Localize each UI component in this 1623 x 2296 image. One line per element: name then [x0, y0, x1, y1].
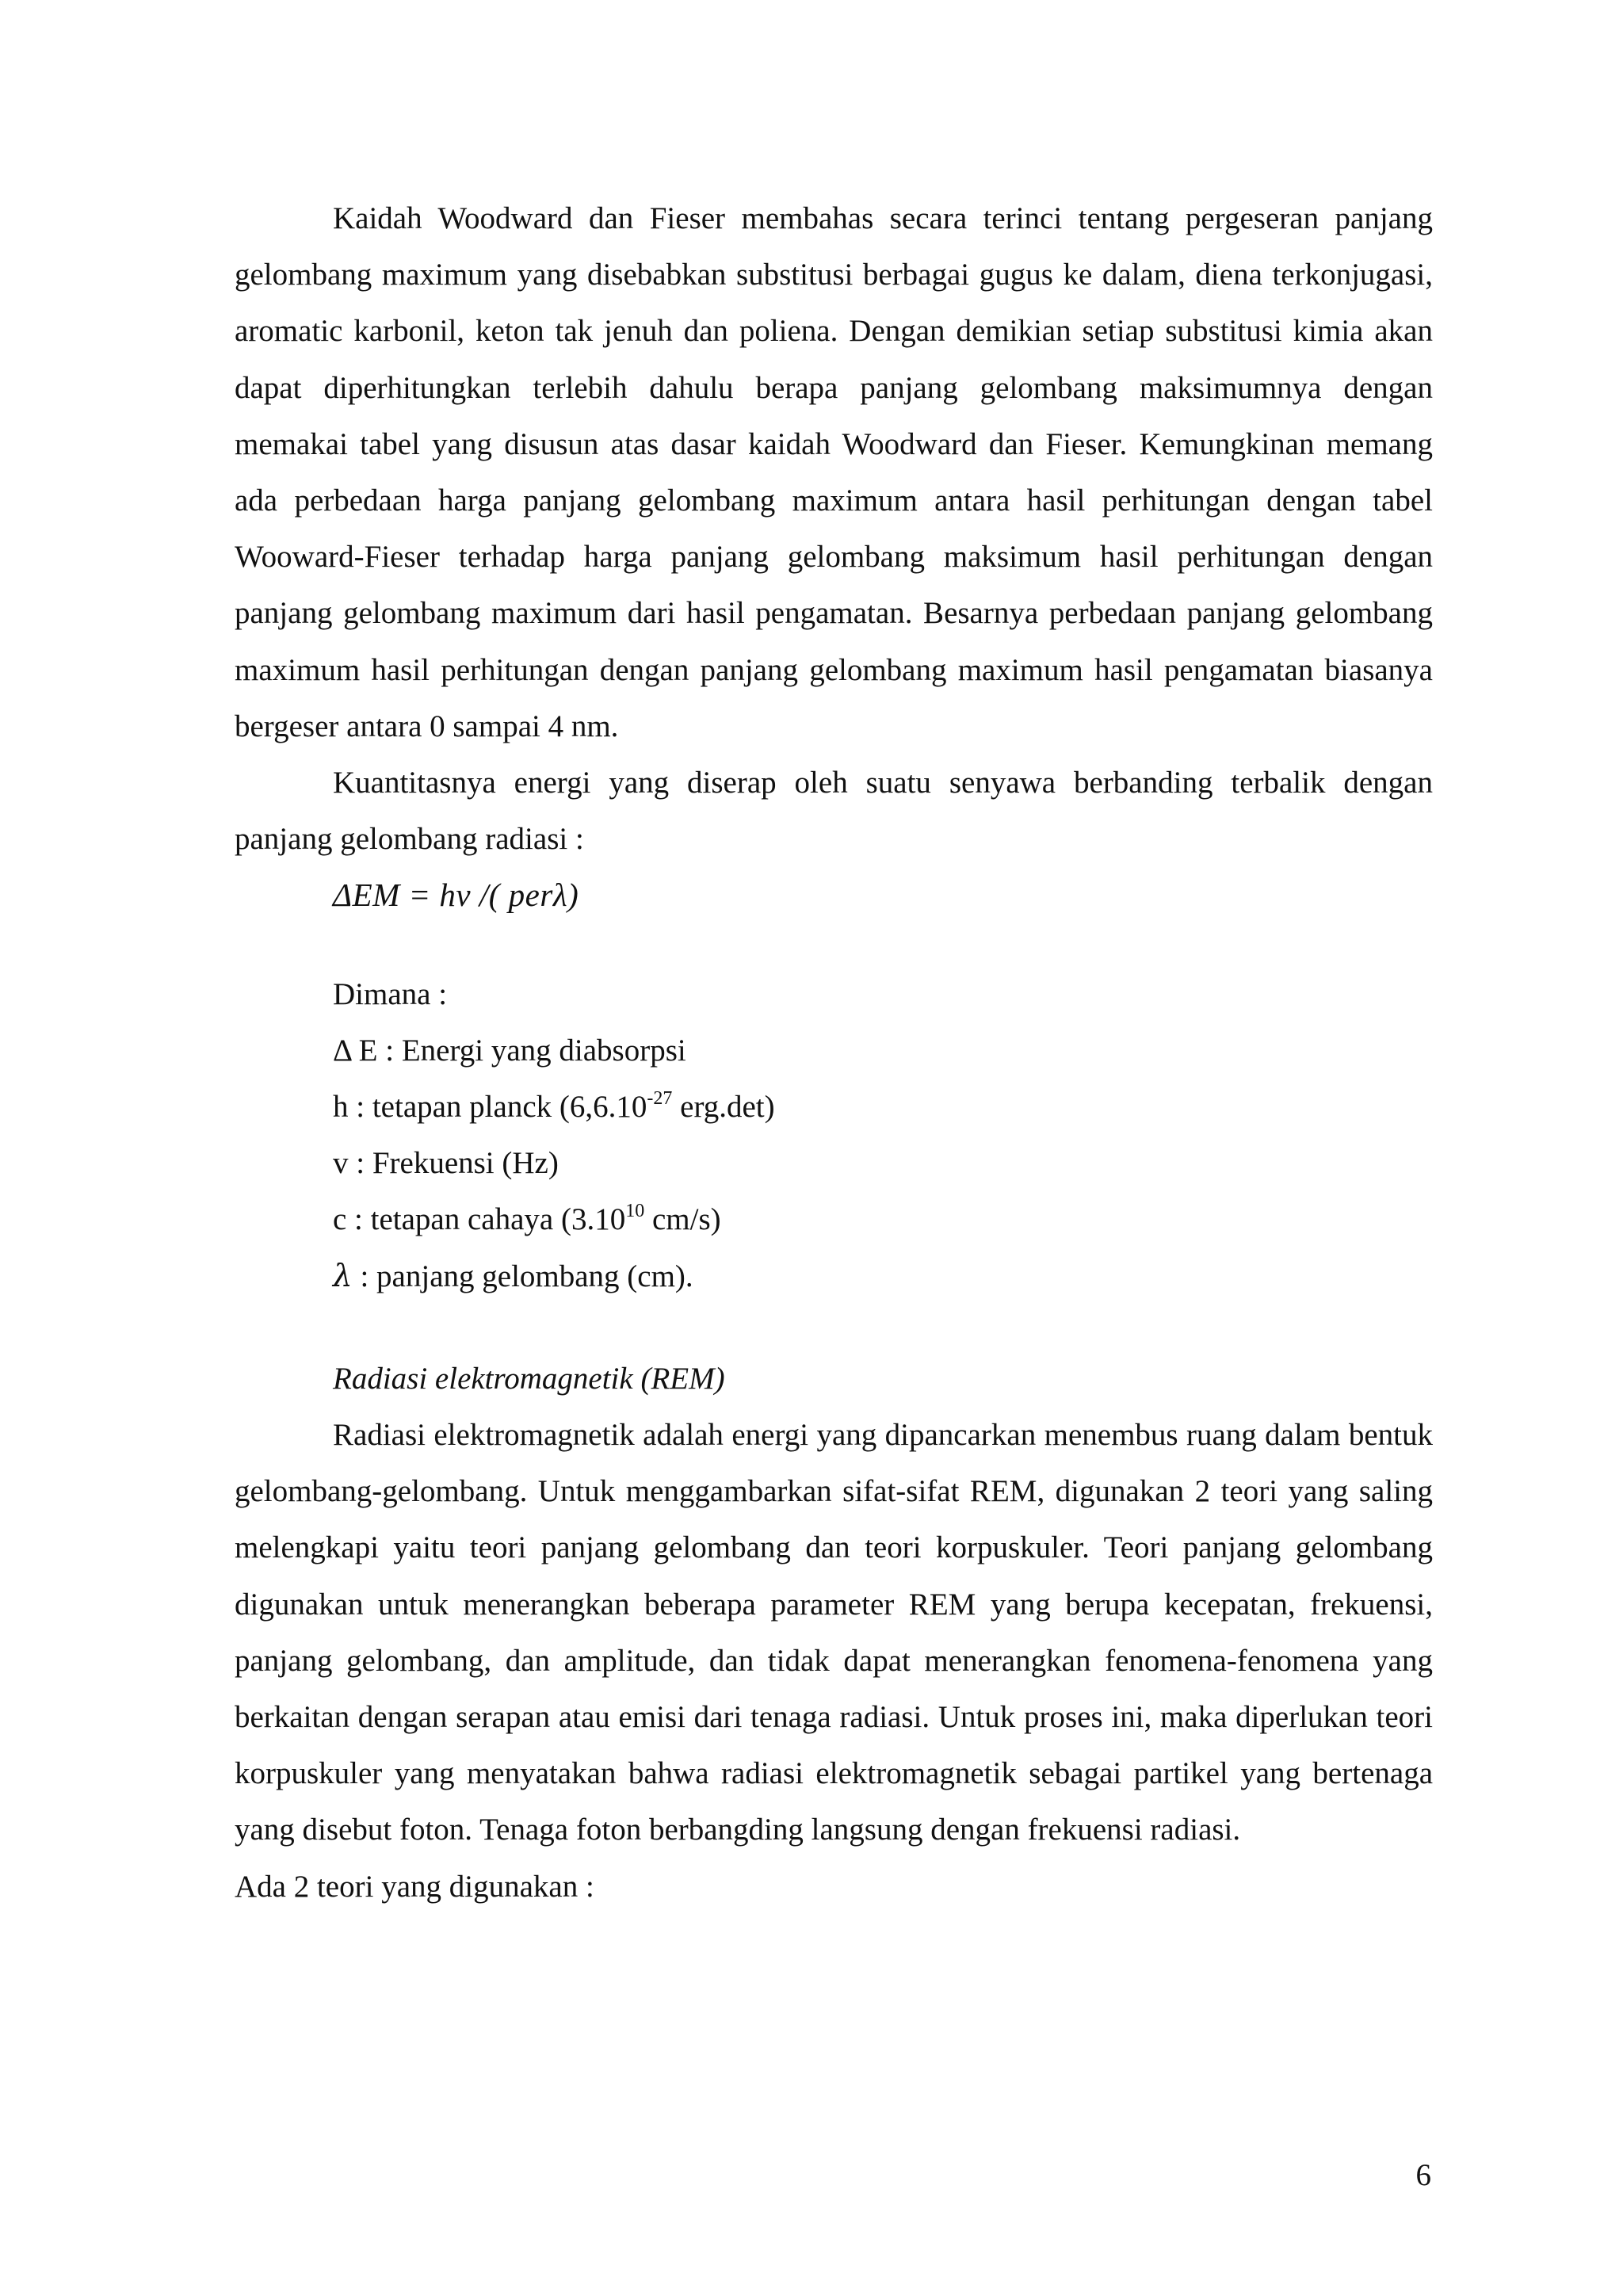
definition-delta-e: Δ E : Energi yang diabsorpsi — [333, 1033, 686, 1068]
wavelength-text: : panjang gelombang (cm). — [352, 1259, 693, 1293]
spacer — [235, 924, 1433, 966]
paragraph-rem: Radiasi elektromagnetik adalah energi yang dipancarkan menembus ruang dalam bentuk gelombang-gelombang. Untuk menggambarkan sifat-sifat REM, digunakan 2 teori yang saling melengkapi yaitu teori panjang gelombang dan teori korpuskuler. Teori panjang gelombang digunakan untuk menerangkan beberapa parameter REM yang berupa kecepatan, frekuensi, panjang gelombang, dan amplitude, dan tidak dapat menerangkan fenomena-fenomena yang berkaitan dengan serapan atau emisi dari tenaga radiasi. Untuk proses ini, maka diperlukan teori korpuskuler yang menyatakan bahwa radiasi elektromagnetik sebagai partikel yang bertenaga yang disebut foton. Tenaga foton berbangding langsung dengan frekuensi radiasi. — [235, 1418, 1433, 1847]
spacer — [235, 1305, 1433, 1350]
definition-light-speed — [235, 1191, 1433, 1247]
definition-wavelength — [235, 1248, 1433, 1305]
light-speed-exponent: 10 — [625, 1201, 645, 1222]
planck-prefix: h : tetapan planck (6,6.10 — [333, 1090, 647, 1125]
light-speed-prefix: c : tetapan cahaya (3.10 — [333, 1202, 626, 1237]
lambda-symbol: λ — [333, 1258, 353, 1294]
section-heading: Radiasi elektromagnetik (REM) — [333, 1361, 725, 1396]
definition-planck — [235, 1079, 1433, 1135]
definitions-intro: Dimana : — [333, 976, 448, 1011]
document-body — [235, 190, 1433, 1915]
planck-exponent: -27 — [647, 1088, 673, 1110]
definition-frequency: v : Frekuensi (Hz) — [333, 1146, 559, 1181]
light-speed-suffix: cm/s) — [644, 1202, 721, 1237]
planck-suffix: erg.det) — [672, 1090, 775, 1125]
paragraph-two-theories: Ada 2 teori yang digunakan : — [235, 1869, 594, 1904]
paragraph-woodward-fieser: Kaidah Woodward dan Fieser membahas secara terinci tentang pergeseran panjang gelombang maximum yang disebabkan substitusi berbagai gugus ke dalam, diena terkonjugasi, aromatic karbonil, keton tak jenuh dan poliena. Dengan demikian setiap substitusi kimia akan dapat diperhitungkan terlebih dahulu berapa panjang gelombang maksimumnya dengan memakai tabel yang disusun atas dasar kaidah Woodward dan Fieser. Kemungkinan memang ada perbedaan harga panjang gelombang maximum antara hasil perhitungan dengan tabel Wooward-Fieser terhadap harga panjang gelombang maksimum hasil perhitungan dengan panjang gelombang maximum dari hasil pengamatan. Besarnya perbedaan panjang gelombang maximum hasil perhitungan dengan panjang gelombang maximum hasil pengamatan biasanya bergeser antara 0 sampai 4 nm. — [235, 201, 1433, 743]
energy-formula: ΔEM = hv /( perλ) — [333, 877, 579, 914]
page-number: 6 — [1415, 2158, 1431, 2192]
paragraph-energy-absorbed: Kuantitasnya energi yang diserap oleh suatu senyawa berbanding terbalik dengan panjang gelombang radiasi : — [235, 766, 1433, 857]
